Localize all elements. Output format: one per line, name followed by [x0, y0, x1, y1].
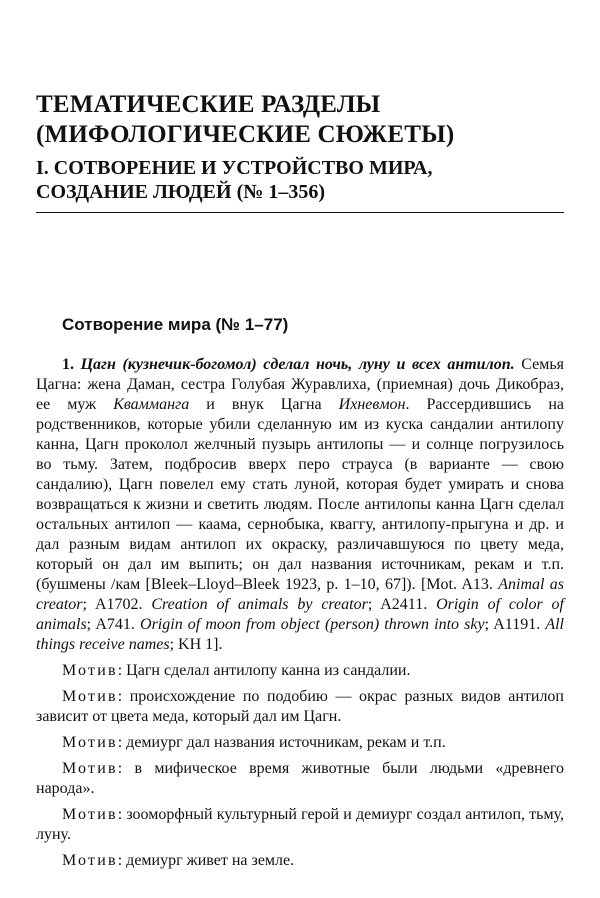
- motif-label: Мотив: [62, 806, 118, 823]
- motif-text: : демиург дал названия источникам, рекам и т.п.: [117, 734, 446, 751]
- chapter-title-line-2: (МИФОЛОГИЧЕСКИЕ СЮЖЕТЫ): [36, 121, 455, 148]
- motif-line: [36, 805, 564, 845]
- entry-text: Семья Цагна: жена Даман, сестра Голубая Журавлиха, (приемная) дочь Дикобраз, ее муж: [36, 356, 565, 413]
- motif-text: : зооморфный культурный герой и демиург создал антилоп, тьму, луну.: [36, 806, 564, 843]
- motif-index-title: All things receive names: [36, 616, 564, 653]
- entry-text: ; A741.: [86, 616, 141, 633]
- part-title: [36, 156, 576, 204]
- entry-text: ; A1702.: [82, 596, 152, 613]
- motif-text: : в мифическое время животные были людьми «древнего народа».: [36, 760, 564, 797]
- motif-label: Мотив: [62, 852, 118, 869]
- part-title-line-1: I. СОТВОРЕНИЕ И УСТРОЙСТВО МИРА,: [36, 157, 433, 179]
- entry-headline: Цагн (кузнечик-богомол) сделал ночь, луну и всех антилоп.: [80, 356, 515, 373]
- motif-label: Мотив: [62, 734, 118, 751]
- motif-index-title: Creation of animals by creator: [151, 596, 368, 613]
- part-title-line-2: СОЗДАНИЕ ЛЮДЕЙ (№ 1–356): [36, 181, 325, 203]
- chapter-title: [36, 90, 576, 150]
- chapter-title-line-1: ТЕМАТИЧЕСКИЕ РАЗДЕЛЫ: [36, 91, 381, 118]
- motif-line: [36, 733, 564, 753]
- entry-paragraph: [36, 355, 564, 655]
- entry-text: ; A2411.: [367, 596, 437, 613]
- entry-text: и внук Цагна: [189, 396, 339, 413]
- title-divider: [36, 212, 564, 213]
- motif-line: [36, 759, 564, 799]
- section-title: Сотворение мира (№ 1–77): [62, 315, 289, 334]
- motif-text: : происхождение по подобию — окрас разных видов антилоп зависит от цвета меда, который дал им Цагн.: [36, 688, 564, 725]
- entry-name: Квамманга: [113, 396, 190, 413]
- motif-text: : демиург живет на земле.: [117, 852, 295, 869]
- entry-number: 1.: [62, 356, 74, 373]
- entry-text: ; KH 1].: [169, 636, 223, 653]
- entry-body: [36, 355, 564, 871]
- motif-label: Мотив: [62, 688, 118, 705]
- entry-text: ; A1191.: [484, 616, 546, 633]
- motif-line: [36, 687, 564, 727]
- motif-index-title: Animal as creator: [36, 576, 565, 613]
- motif-index-title: Origin of moon from object (person) thrown into sky: [140, 616, 485, 633]
- motif-line: [36, 661, 564, 681]
- motif-index-title: Origin of color of animals: [36, 596, 564, 633]
- motif-label: Мотив: [62, 760, 118, 777]
- entry-name: Ихневмон: [338, 396, 406, 413]
- entry-text: . Рассердившись на родственников, которые убили сделанную им из куска сандалии антилопу канна, Цагн проколол желчный пузырь антилопы — и солнце погрузилось во тьму. Затем, подбросив вверх перо страуса (в варианте — свою сандалию), Цагн повелел ему стать луной, которая будет умирать и снова возвращаться к жизни и светить людям. После антилопы канна Цагн сделал остальных антилоп — каама, сернобыка, квaггу, антилопу-прыгуна и др. и дал разным видам антилоп их окраску, различавшуюся по цвету меда, который он дал им выпить; он дал названия источникам, рекам и т.п. (бушмены /кам [Bleek–Lloyd–Bleek 1923, p. 1–10, 67]). [Mot. A13.: [36, 396, 564, 593]
- motif-label: Мотив: [62, 662, 118, 679]
- motif-text: : Цагн сделал антилопу канна из сандалии.: [117, 662, 411, 679]
- motif-line: [36, 851, 564, 871]
